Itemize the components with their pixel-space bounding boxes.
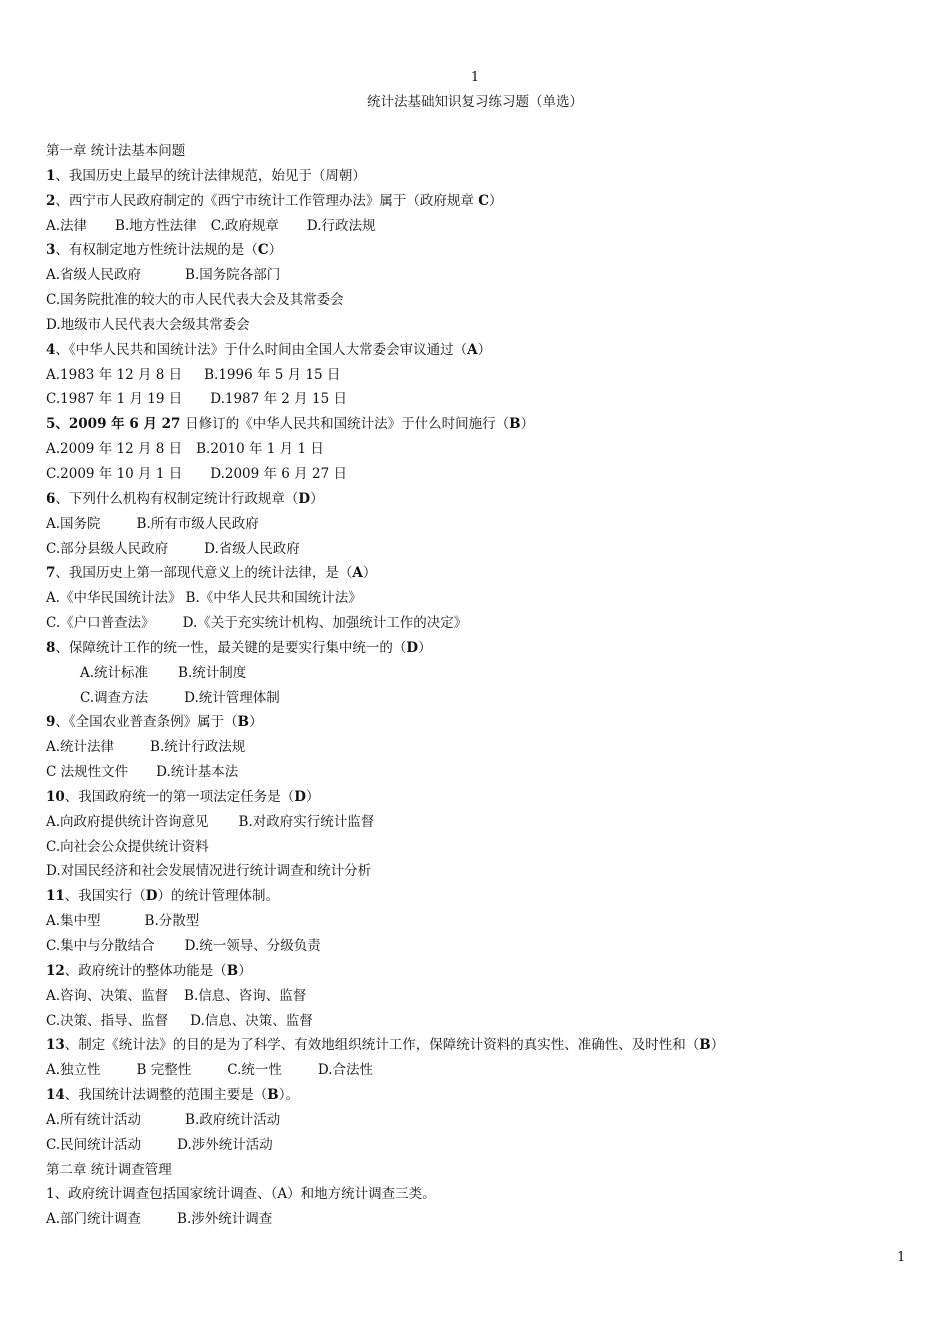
question-text: 日修订的《中华人民共和国统计法》于什么时间施行（ <box>185 416 510 433</box>
options-line <box>46 512 916 537</box>
options-line <box>46 760 916 785</box>
question-text: 、我国实行（ <box>64 888 146 905</box>
question-number: 1 <box>46 167 56 184</box>
question-text: ） <box>477 341 492 358</box>
question-text: ） <box>249 714 263 731</box>
answer-letter: B <box>509 416 521 433</box>
options-line <box>46 611 916 636</box>
page-number-bottom: 1 <box>897 1250 906 1265</box>
answer-letter: A <box>352 565 363 582</box>
question-line <box>46 1083 916 1108</box>
options-line <box>46 363 916 388</box>
answer-letter: A <box>467 341 478 358</box>
options-line <box>46 1058 916 1083</box>
answer-option: B.涉外统计调查 <box>177 1211 273 1228</box>
question-text: 、制定《统计法》的目的是为了科学、有效地组织统计工作，保障统计资料的真实性、准确性、及时性和（ <box>64 1037 700 1054</box>
answer-option: B.信息、咨询、监督 <box>184 987 307 1004</box>
answer-option: D.1987 年 2 月 15 日 <box>210 391 347 408</box>
answer-letter: D <box>145 888 158 905</box>
question-text: 、《全国农业普查条例》属于（ <box>55 714 238 731</box>
question-line <box>46 189 916 214</box>
question-text: 、有权制定地方性统计法规的是（ <box>55 242 258 259</box>
answer-option: D.省级人民政府 <box>204 540 300 557</box>
answer-option: B.2010 年 1 月 1 日 <box>196 441 324 458</box>
options-line <box>46 686 916 711</box>
document-title: 统计法基础知识复习练习题（单选） <box>367 94 583 110</box>
options-line <box>46 835 916 860</box>
document-body <box>46 139 916 1232</box>
chapter-heading: 第二章 统计调查管理 <box>46 1161 172 1178</box>
answer-option: D.统计管理体制 <box>184 689 280 706</box>
question-text: ） <box>306 788 320 805</box>
answer-option: C.政府规章 <box>210 217 279 234</box>
question-line <box>46 884 916 909</box>
answer-option: D.合法性 <box>317 1062 374 1079</box>
question-line <box>46 238 916 263</box>
question-line <box>46 164 916 189</box>
options-line <box>46 735 916 760</box>
answer-option: A.统计法律 <box>46 739 115 756</box>
answer-option: C.民间统计活动 <box>46 1136 142 1153</box>
answer-letter: B <box>237 714 250 731</box>
question-text: ） <box>488 192 503 209</box>
answer-option: B.国务院各部门 <box>185 267 281 284</box>
answer-letter: D <box>298 490 311 507</box>
answer-option: C.集中与分散结合 <box>46 938 155 954</box>
answer-letter: B <box>699 1037 711 1054</box>
options-line <box>46 387 916 412</box>
question-number: 13 <box>46 1037 65 1054</box>
options-line <box>46 934 916 959</box>
options-line <box>46 984 916 1009</box>
options-line <box>46 810 916 835</box>
options-line <box>46 859 916 884</box>
question-number: 4 <box>46 341 56 358</box>
answer-letter: C <box>478 192 489 209</box>
answer-letter: D <box>406 639 419 656</box>
answer-option: C 法规性文件 <box>46 764 129 781</box>
question-line <box>46 487 916 512</box>
question-number: 2 <box>46 192 56 209</box>
question-text: 、我国历史上最早的统计法律规范，始见于（周朝） <box>55 167 366 184</box>
answer-option: A.2009 年 12 月 8 日 <box>46 441 183 458</box>
question-text: 、政府统计的整体功能是（ <box>64 962 227 979</box>
question-text: ） <box>710 1037 725 1054</box>
options-line <box>46 586 916 611</box>
question-number: 9 <box>46 714 56 731</box>
answer-option: A.部门统计调查 <box>46 1211 142 1228</box>
answer-option: D.行政法规 <box>306 217 376 234</box>
page-number-top: 1 <box>470 70 480 85</box>
options-line <box>46 437 916 462</box>
options-line <box>46 1009 916 1034</box>
question-text: 、下列什么机构有权制定统计行政规章（ <box>55 490 299 507</box>
options-line <box>46 909 916 934</box>
options-line <box>46 1207 916 1232</box>
question-text: 、《中华人民共和国统计法》于什么时间由全国人大常委会审议通过（ <box>55 341 468 358</box>
options-line <box>46 462 916 487</box>
question-line <box>46 636 916 661</box>
answer-option: B.所有市级人民政府 <box>136 515 259 532</box>
answer-option: C.2009 年 10 月 1 日 <box>46 465 183 482</box>
answer-option: B.政府统计活动 <box>185 1111 281 1128</box>
question-line <box>46 785 916 810</box>
options-line <box>46 313 916 338</box>
answer-option: D.信息、决策、监督 <box>190 1012 313 1029</box>
question-number: 3 <box>46 242 56 259</box>
question-number: 7 <box>46 565 56 582</box>
options-line <box>46 537 916 562</box>
answer-option: B.分散型 <box>144 913 200 930</box>
answer-option: A.独立性 <box>46 1062 101 1079</box>
answer-option: A.向政府提供统计咨询意见 <box>46 813 209 830</box>
question-text: ） <box>310 490 324 507</box>
question-text: ） <box>268 242 283 259</box>
options-line <box>46 288 916 313</box>
question-text: 、我国统计法调整的范围主要是（ <box>64 1087 268 1104</box>
answer-option: C.部分县级人民政府 <box>46 540 169 557</box>
answer-option: B.统计行政法规 <box>150 739 246 756</box>
question-number: 6 <box>46 490 56 507</box>
answer-option: B.地方性法律 <box>115 217 197 234</box>
question-line <box>46 710 916 735</box>
answer-option: D.统计基本法 <box>156 764 239 781</box>
answer-option: C.1987 年 1 月 19 日 <box>46 391 183 408</box>
question-line: 1、政府统计调查包括国家统计调查、（A）和地方统计调查三类。 <box>46 1186 436 1203</box>
answer-option: A.1983 年 12 月 8 日 <box>46 366 183 383</box>
question-text: 、保障统计工作的统一性，最关键的是要实行集中统一的（ <box>55 639 407 656</box>
answer-option: B.《中华人民共和国统计法》 <box>185 590 362 607</box>
answer-option: D.《关于充实统计机构、加强统计工作的决定》 <box>182 615 468 632</box>
question-number: 14 <box>46 1087 65 1104</box>
answer-option: D.2009 年 6 月 27 日 <box>210 465 347 482</box>
question-text: ） <box>520 416 535 433</box>
question-line <box>46 338 916 363</box>
chapter-heading: 第一章 统计法基本问题 <box>46 143 186 159</box>
answer-letter: B <box>226 962 239 979</box>
question-line <box>46 412 916 437</box>
question-line <box>46 561 916 586</box>
answer-option: D.统一领导、分级负责 <box>184 938 321 954</box>
answer-option: D.对国民经济和社会发展情况进行统计调查和统计分析 <box>46 863 372 880</box>
options-line <box>46 214 916 239</box>
answer-option: C.向社会公众提供统计资料 <box>46 838 209 855</box>
options-line <box>46 1133 916 1158</box>
question-number: 11 <box>46 888 65 905</box>
answer-option: C.统一性 <box>227 1062 282 1079</box>
answer-option: C.决策、指导、监督 <box>46 1012 169 1029</box>
answer-letter: C <box>257 242 269 259</box>
answer-option: B.对政府实行统计监督 <box>238 813 375 830</box>
question-text: ） <box>362 565 377 582</box>
question-line <box>46 959 916 984</box>
question-number: 10 <box>46 788 65 805</box>
question-text: 、我国历史上第一部现代意义上的统计法律，是（ <box>55 565 353 582</box>
question-text: ）。 <box>278 1087 299 1104</box>
answer-option: D.涉外统计活动 <box>177 1136 273 1153</box>
answer-option: A.省级人民政府 <box>46 267 142 284</box>
answer-option: B.统计制度 <box>178 664 247 681</box>
answer-option: D.地级市人民代表大会级其常委会 <box>46 316 250 333</box>
question-number: 8 <box>46 639 56 656</box>
question-text: ）的统计管理体制。 <box>157 888 280 905</box>
question-text: 、西宁市人民政府制定的《西宁市统计工作管理办法》属于（政府规章 <box>55 192 479 209</box>
question-number: 12 <box>46 962 65 979</box>
answer-option: A.《中华民国统计法》 <box>46 590 182 607</box>
question-text: ） <box>238 962 252 979</box>
answer-letter: B <box>267 1087 279 1104</box>
answer-option: A.咨询、决策、监督 <box>46 987 169 1004</box>
answer-option: B.1996 年 5 月 15 日 <box>204 366 341 383</box>
answer-option: A.集中型 <box>46 913 101 930</box>
answer-option: A.统计标准 <box>80 664 149 681</box>
options-line <box>46 661 916 686</box>
question-line <box>46 1033 916 1058</box>
question-number: 5、2009 年 6 月 27 <box>46 416 186 433</box>
answer-option: A.国务院 <box>46 515 101 532</box>
answer-option: B 完整性 <box>136 1062 192 1079</box>
answer-option: C.国务院批准的较大的市人民代表大会及其常委会 <box>46 292 344 309</box>
question-text: ） <box>418 639 432 656</box>
answer-letter: D <box>294 788 307 805</box>
answer-option: A.所有统计活动 <box>46 1111 142 1128</box>
answer-option: C.《户口普查法》 <box>46 615 155 632</box>
options-line <box>46 263 916 288</box>
answer-option: A.法律 <box>46 217 88 234</box>
question-text: 、我国政府统一的第一项法定任务是（ <box>64 788 295 805</box>
options-line <box>46 1108 916 1133</box>
answer-option: C.调查方法 <box>80 689 149 706</box>
